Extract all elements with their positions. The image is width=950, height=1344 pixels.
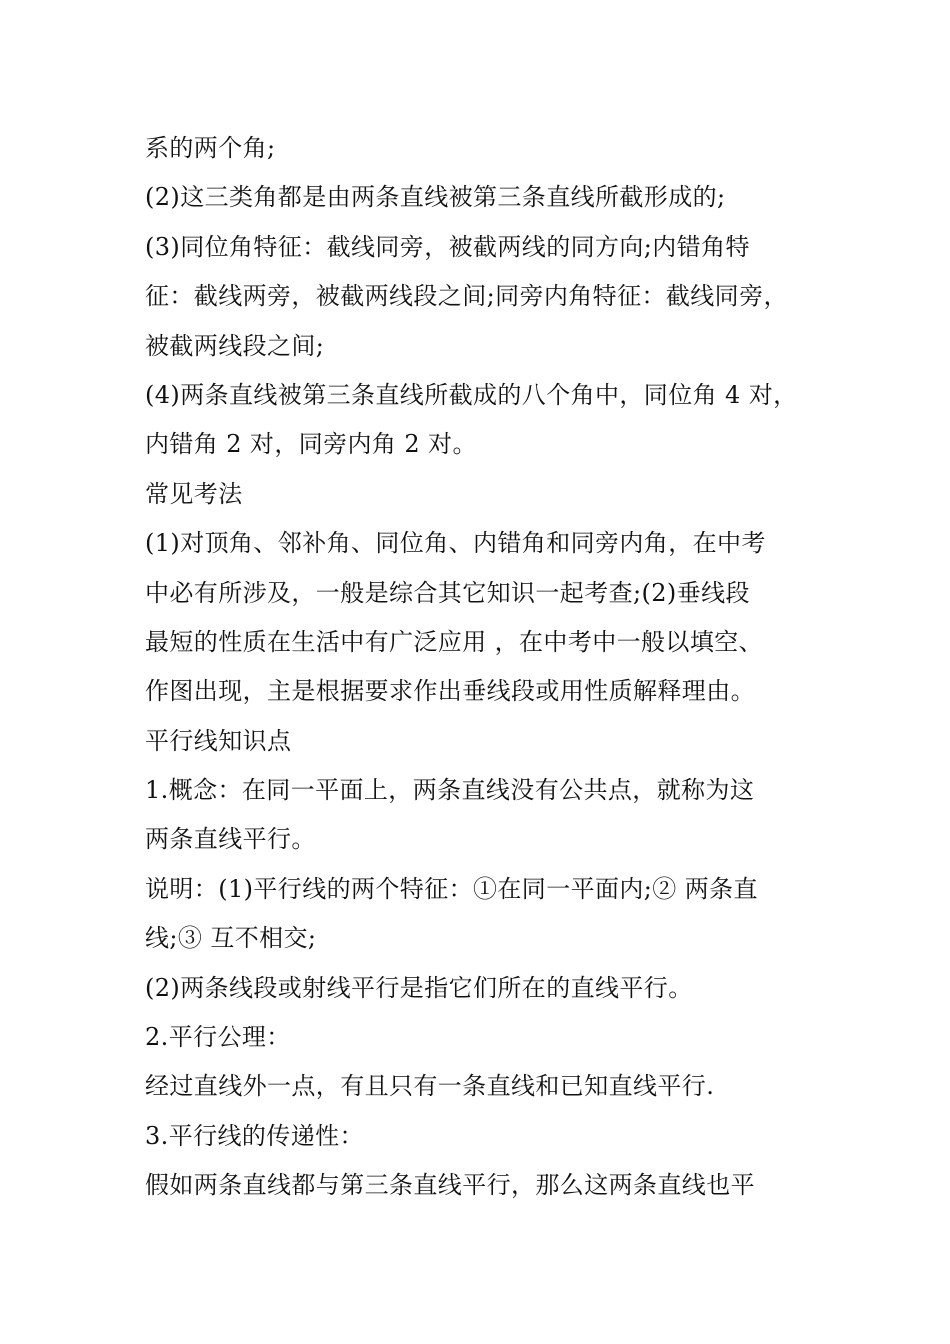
text-line: (1)对顶角、邻补角、同位角、内错角和同旁内角，在中考 (145, 529, 766, 558)
text-line: 两条直线平行。 (145, 825, 316, 854)
text-line: 被截两线段之间; (145, 331, 325, 360)
document-body (145, 124, 825, 1211)
text-line: 1.概念：在同一平面上，两条直线没有公共点，就称为这 (145, 776, 755, 805)
text-line: (3)同位角特征：截线同旁，被截两线的同方向;内错角特 (145, 232, 750, 261)
text-line: 2.平行公理： (145, 1023, 291, 1052)
text-line: 最短的性质在生活中有广泛应用 ，在中考中一般以填空、 (145, 627, 764, 656)
text-line: 系的两个角; (145, 134, 276, 162)
text-line: 假如两条直线都与第三条直线平行，那么这两条直线也平 (145, 1171, 755, 1200)
text-line: (4)两条直线被第三条直线所截成的八个角中，同位角 4 对， (145, 380, 798, 409)
text-line: 内错角 2 对，同旁内角 2 对。 (145, 430, 477, 459)
text-line: 说明：(1)平行线的两个特征：①在同一平面内;② 两条直 (145, 874, 758, 903)
text-line: 经过直线外一点，有且只有一条直线和已知直线平行. (145, 1072, 715, 1101)
text-line: 中必有所涉及，一般是综合其它知识一起考查;(2)垂线段 (145, 578, 750, 607)
text-line: 线;③ 互不相交; (145, 924, 317, 953)
text-line: (2)这三类角都是由两条直线被第三条直线所截形成的; (145, 183, 726, 212)
text-line: 作图出现，主是根据要求作出垂线段或用性质解释理由。 (145, 677, 755, 706)
text-line: 3.平行线的传递性： (145, 1121, 364, 1150)
text-line: (2)两条线段或射线平行是指它们所在的直线平行。 (145, 973, 693, 1002)
text-line: 征：截线两旁，被截两线段之间;同旁内角特征：截线同旁， (145, 282, 788, 311)
section-heading: 平行线知识点 (145, 726, 292, 755)
section-heading: 常见考法 (145, 479, 243, 508)
